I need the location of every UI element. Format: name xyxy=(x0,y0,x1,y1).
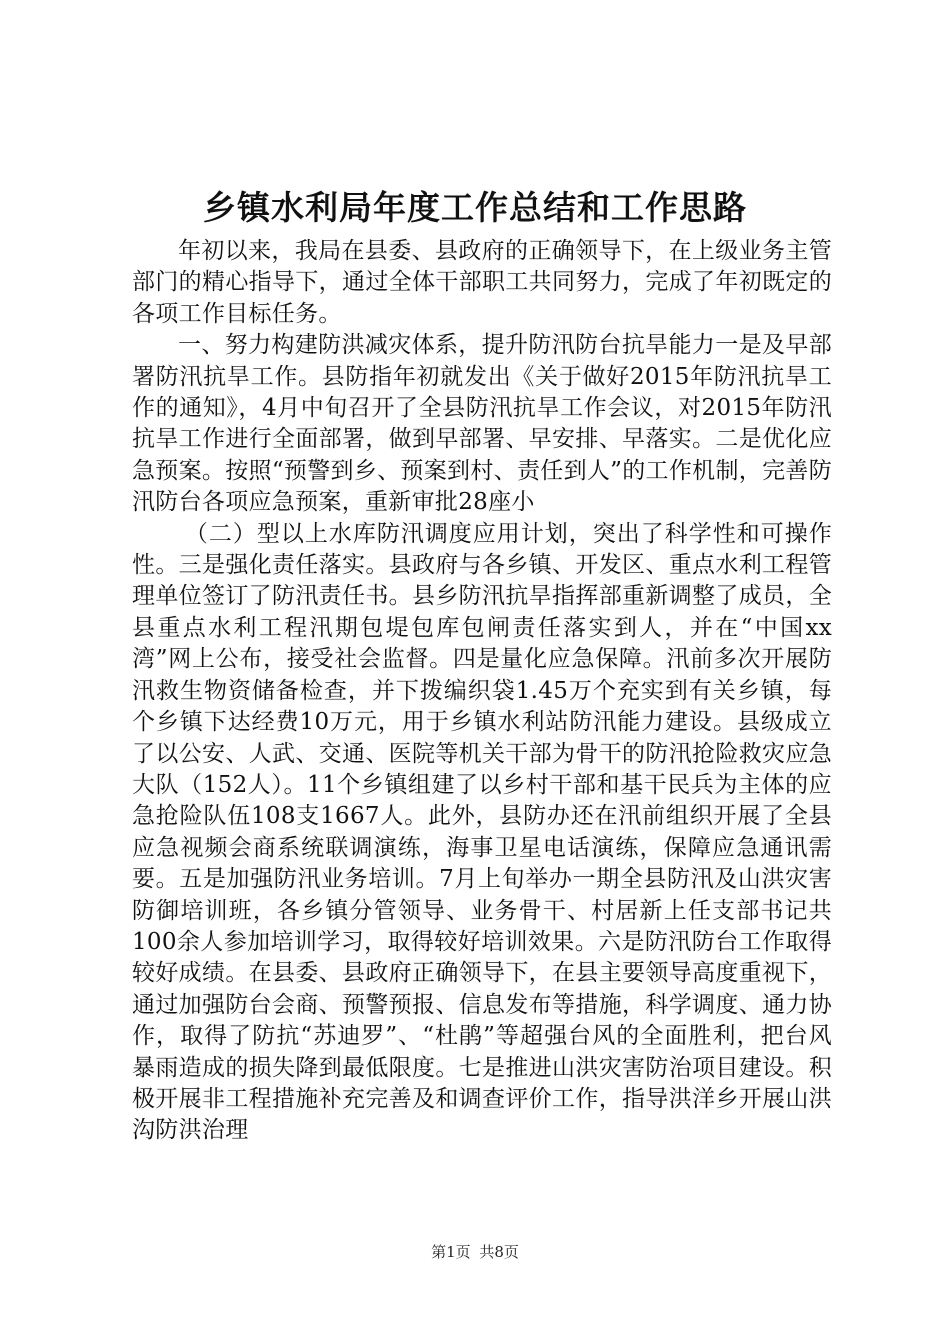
paragraph-intro: 年初以来，我局在县委、县政府的正确领导下，在上级业务主管部门的精心指导下，通过全体干部职工共同努力，完成了年初既定的各项工作目标任务。 xyxy=(132,238,832,327)
page-number-current: 第1页 xyxy=(431,1243,471,1261)
document-title: 乡镇水利局年度工作总结和工作思路 xyxy=(203,188,747,227)
page-number-total: 共8页 xyxy=(479,1243,519,1261)
paragraph-section-two: （二）型以上水库防汛调度应用计划，突出了科学性和可操作性。三是强化责任落实。县政府与各乡镇、开发区、重点水利工程管理单位签订了防汛责任书。县乡防汛抗旱指挥部重新调整了成员，全县重点水利工程汛期包堤包库包闸责任落实到人，并在“中国xx湾”网上公布，接受社会监督。四是量化应急保障。汛前多次开展防汛救生物资储备检查，并下拨编织袋1.45万个充实到有关乡镇，每个乡镇下达经费10万元，用于乡镇水利站防汛能力建设。县级成立了以公安、人武、交通、医院等机关干部为骨干的防汛抢险救灾应急大队（152人）。11个乡镇组建了以乡村干部和基干民兵为主体的应急抢险队伍108支1667人。此外，县防办还在汛前组织开展了全县应急视频会商系统联调演练，海事卫星电话演练，保障应急通讯需要。五是加强防汛业务培训。7月上旬举办一期全县防汛及山洪灾害防御培训班，各乡镇分管领导、业务骨干、村居新上任支部书记共100余人参加培训学习，取得较好培训效果。六是防汛防台工作取得较好成绩。在县委、县政府正确领导下，在县主要领导高度重视下，通过加强防台会商、预警预报、信息发布等措施，科学调度、通力协作，取得了防抗“苏迪罗”、“杜鹃”等超强台风的全面胜利，把台风暴雨造成的损失降到最低限度。七是推进山洪灾害防治项目建设。积极开展非工程措施补充完善及和调查评价工作，指导洪洋乡开展山洪沟防洪治理 xyxy=(132,520,832,1144)
document-body xyxy=(132,236,832,1147)
page-footer xyxy=(0,1242,950,1262)
paragraph-section-one: 一、努力构建防洪减灾体系，提升防汛防台抗旱能力一是及早部署防汛抗旱工作。县防指年初就发出《关于做好2015年防汛抗旱工作的通知》，4月中旬召开了全县防汛抗旱工作会议，对2015年防汛抗旱工作进行全面部署，做到早部署、早安排、早落实。二是优化应急预案。按照“预警到乡、预案到村、责任到人”的工作机制，完善防汛防台各项应急预案，重新审批28座小 xyxy=(132,332,832,516)
